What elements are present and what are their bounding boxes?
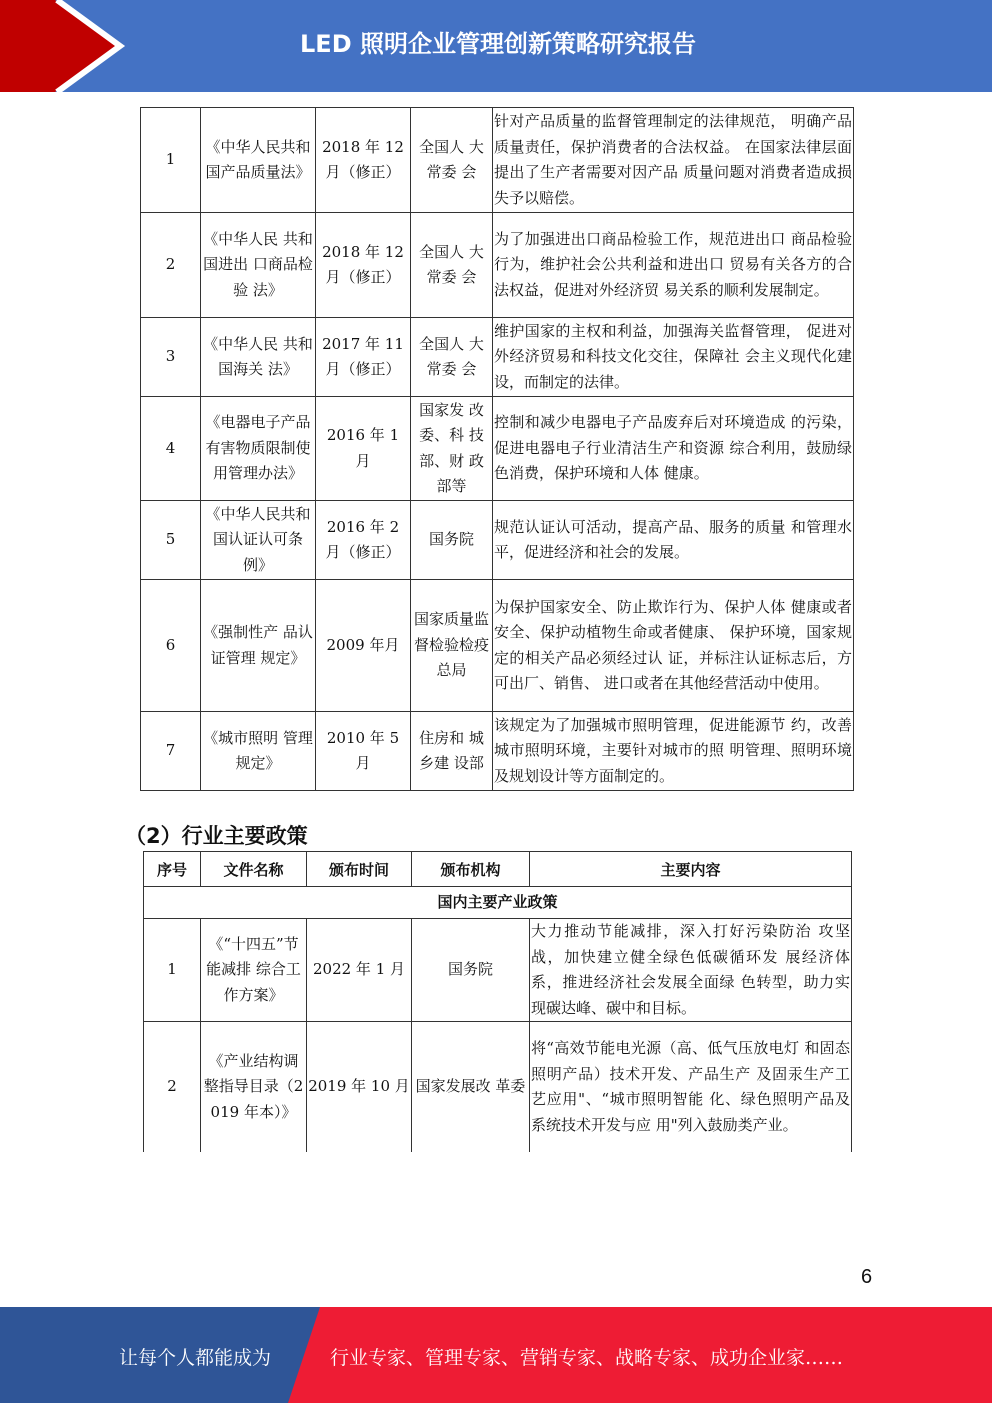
issue-date: 2016 年 2 月（修正） [316,501,411,580]
row-index: 2 [141,213,201,318]
issuer: 住房和 城乡建 设部 [411,712,493,791]
row-index: 4 [141,397,201,501]
issuer: 国务院 [411,501,493,580]
main-content: 为保护国家安全、防止欺诈行为、保护人体 健康或者安全、保护动植物生命或者健康、 保护环境，国家规定的相关产品必须经过认 证，并标注认证标志后，方可出厂、销售、 进口或者在其他经营活动中使用。 [493,580,854,712]
main-content: 针对产品质量的监督管理制定的法律规范， 明确产品质量责任，保护消费者的合法权益。 在国家法律层面提出了生产者需要对因产品 质量问题对消费者造成损失予以赔偿。 [493,108,854,213]
header-index: 序号 [144,852,201,887]
header-doc-name: 文件名称 [201,852,307,887]
header-issuer: 颁布机构 [412,852,530,887]
table-row [141,712,854,791]
issue-date: 2009 年月 [316,580,411,712]
table-row [144,919,852,1022]
report-title: LED 照明企业管理创新策略研究报告 [300,30,696,58]
doc-name: 《城市照明 管理规定》 [201,712,316,791]
page-header-banner [0,0,992,92]
laws-table [140,107,854,791]
main-content: 维护国家的主权和利益，加强海关监督管理， 促进对外经济贸易和科技文化交往，保障社 会主义现代化建设，而制定的法律。 [493,318,854,397]
page-footer-banner [0,1307,992,1403]
row-index: 2 [144,1022,201,1153]
header-date: 颁布时间 [307,852,412,887]
table-row [141,108,854,213]
main-content: 控制和减少电器电子产品废弃后对环境造成 的污染，促进电器电子行业清洁生产和资源 综合利用，鼓励绿色消费，保护环境和人体 健康。 [493,397,854,501]
table-row [141,213,854,318]
row-index: 1 [141,108,201,213]
section-title: （2）行业主要政策 [125,824,308,848]
issuer: 全国人 大常委 会 [411,108,493,213]
issue-date: 2018 年 12 月（修正） [316,213,411,318]
row-index: 3 [141,318,201,397]
issue-date: 2010 年 5 月 [316,712,411,791]
issuer: 国家发 改委、科 技部、财 政部等 [411,397,493,501]
doc-name: 《中华人民 共和国进出 口商品检验 法》 [201,213,316,318]
group-header: 国内主要产业政策 [144,887,852,919]
doc-name: 《产业结构调整指导目录（2019 年本）》 [201,1022,307,1153]
doc-name: 《电器电子产品有害物质限制使用管理办法》 [201,397,316,501]
doc-name: 《中华人民共和国产品质量法》 [201,108,316,213]
doc-name: 《中华人民共和国认证认可条例》 [201,501,316,580]
row-index: 7 [141,712,201,791]
table-header-row [144,852,852,887]
page-number: 6 [861,1266,873,1288]
issue-date: 2018 年 12 月（修正） [316,108,411,213]
doc-name: 《“十四五”节能减排 综合工作方案》 [201,919,307,1022]
issuer: 国家发展改 革委 [412,1022,530,1153]
table-row [141,580,854,712]
issuer: 国务院 [412,919,530,1022]
issue-date: 2019 年 10 月 [307,1022,412,1153]
issuer: 全国人 大常委 会 [411,213,493,318]
red-chevron-decoration [0,0,140,92]
footer-slogan-left: 让每个人都能成为 [119,1347,272,1369]
doc-name: 《强制性产 品认证管理 规定》 [201,580,316,712]
issuer: 国家质量监督检验检疫总局 [411,580,493,712]
main-content: 为了加强进出口商品检验工作，规范进出口 商品检验行为，维护社会公共利益和进出口 贸易有关各方的合法权益，促进对外经济贸 易关系的顺利发展制定。 [493,213,854,318]
table-row [141,501,854,580]
table-row [141,397,854,501]
main-content: 将“高效节能电光源（高、低气压放电灯 和固态照明产品）技术开发、产品生产 及固汞生产工艺应用"、“城市照明智能 化、绿色照明产品及系统技术开发与应 用"列入鼓励类产业。 [530,1022,852,1153]
table-row [144,1022,852,1153]
doc-name: 《中华人民 共和国海关 法》 [201,318,316,397]
table-row [141,318,854,397]
issue-date: 2022 年 1 月 [307,919,412,1022]
main-content: 该规定为了加强城市照明管理，促进能源节 约，改善城市照明环境，主要针对城市的照 明管理、照明环境及规划设计等方面制定的。 [493,712,854,791]
main-content: 规范认证认可活动，提高产品、服务的质量 和管理水平，促进经济和社会的发展。 [493,501,854,580]
issue-date: 2017 年 11 月（修正） [316,318,411,397]
footer-slogan-right: 行业专家、管理专家、营销专家、战略专家、成功企业家…… [330,1347,844,1369]
row-index: 5 [141,501,201,580]
issuer: 全国人 大常委 会 [411,318,493,397]
header-content: 主要内容 [530,852,852,887]
row-index: 6 [141,580,201,712]
row-index: 1 [144,919,201,1022]
industry-policy-table [143,851,852,1152]
issue-date: 2016 年 1 月 [316,397,411,501]
main-content: 大力推动节能减排，深入打好污染防治 攻坚战，加快建立健全绿色低碳循环发 展经济体系，推进经济社会发展全面绿 色转型，助力实现碳达峰、碳中和目标。 [530,919,852,1022]
